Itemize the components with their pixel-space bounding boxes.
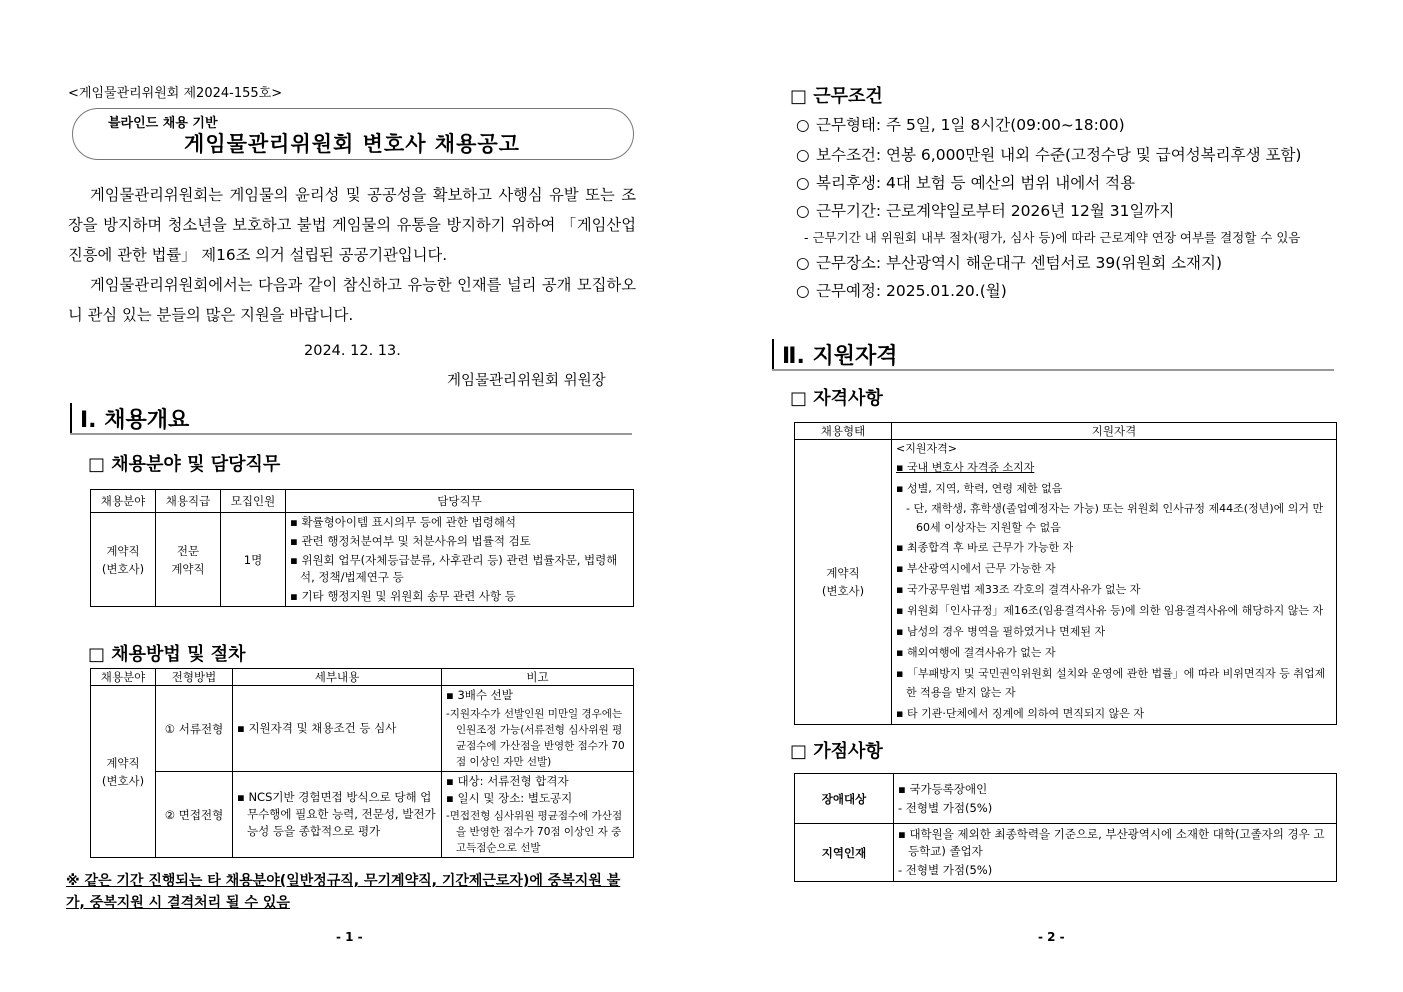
qualification-item: ▪ 위원회「인사규정」제16조(임용결격사유 등)에 의한 임용결격사유에 해당하지 않는 자	[896, 604, 1324, 617]
table-row	[795, 440, 1337, 725]
qualification-item: ▪ 최종합격 후 바로 근무가 가능한 자	[896, 541, 1074, 554]
duty-item: ▪ 기타 행정지원 및 위원회 송무 관련 사항 등	[290, 589, 516, 603]
table-header: 비고	[442, 669, 634, 686]
bonus-item: ▪ 대학원을 제외한 최종학력을 기준으로, 부산광역시에 소재한 대학(고졸자의 경우 고등학교) 졸업자	[898, 827, 1325, 858]
bonus-subitem: - 전형별 가점(5%)	[898, 863, 993, 877]
subsection-bonus-points: □ 가점사항	[790, 741, 883, 762]
note-item: ▪ 대상: 서류전형 합격자	[446, 773, 569, 788]
circle-bullet-icon: ○	[796, 202, 810, 220]
circle-bullet-icon: ○	[796, 254, 810, 272]
bonus-category-cell: 지역인재	[795, 824, 894, 882]
note-item: ▪ 3배수 선발	[446, 688, 513, 702]
table-header: 담당직무	[286, 490, 634, 513]
intro-text	[68, 180, 636, 330]
section-2-title: Ⅱ. 지원자격	[772, 339, 898, 370]
work-condition-text: 근무장소: 부산광역시 해운대구 센텀서로 39(위원회 소재지)	[816, 254, 1223, 272]
bonus-detail-cell	[894, 774, 1337, 824]
table-row	[91, 513, 634, 607]
qualification-item: ▪ 「부패방지 및 국민권익위원회 설치와 운영에 관한 법률」에 따라 비위면직자 등 취업제한 적용을 받지 않는 자	[896, 667, 1326, 699]
organization-signature: 게임물관리위원회 위원장	[447, 373, 606, 389]
note-text: ※ 같은 기간 진행되는 타 채용분야(일반정규직, 무기계약직, 기간제근로자)에 중복지원 불가, 중복지원 시 결격처리 될 수 있음	[66, 873, 621, 911]
work-condition-item	[796, 171, 1135, 193]
qualification-item: ▪ 부산광역시에서 근무 가능한 자	[896, 562, 1056, 575]
work-period-note: - 근무기간 내 위원회 내부 절차(평가, 심사 등)에 따라 근로계약 연장 여부를 결정할 수 있음	[804, 230, 1301, 245]
qualification-item: ▪ 해외여행에 결격사유가 없는 자	[896, 646, 1056, 659]
qualification-item: ▪ 국내 변호사 자격증 소지자	[896, 461, 1035, 474]
table-header: 모집인원	[221, 490, 286, 513]
section-1-title: Ⅰ. 채용개요	[70, 403, 189, 434]
duplicate-application-note	[66, 870, 636, 914]
qualifications-cell	[892, 440, 1337, 725]
work-condition-item	[796, 143, 1301, 165]
bonus-detail-cell	[894, 824, 1337, 882]
qualification-heading: <지원자격>	[896, 442, 957, 455]
page-2	[700, 0, 1403, 992]
subsection-recruitment-method: □ 채용방법 및 절차	[88, 644, 246, 665]
table-header: 지원자격	[892, 423, 1337, 440]
method-cell: ① 서류전형	[156, 686, 233, 772]
recruitment-field-table	[90, 489, 634, 607]
notes-cell	[442, 772, 634, 858]
method-cell: ② 면접전형	[156, 772, 233, 858]
work-condition-text: 근무형태: 주 5일, 1일 8시간(09:00~18:00)	[816, 116, 1125, 134]
section-2-divider	[772, 369, 1334, 371]
work-condition-text: 근무기간: 근로계약일로부터 2026년 12월 31일까지	[816, 202, 1175, 220]
table-header: 채용분야	[91, 490, 156, 513]
announcement-date: 2024. 12. 13.	[304, 343, 401, 359]
qualification-item: ▪ 국가공무원법 제33조 각호의 결격사유가 없는 자	[896, 583, 1141, 596]
page-number: - 1 -	[336, 930, 363, 944]
detail-cell: ▪ NCS기반 경험면접 방식으로 당해 업무수행에 필요한 능력, 전문성, 발전가능성 등을 종합적으로 평가	[233, 772, 442, 858]
work-condition-item	[796, 199, 1174, 221]
detail-cell: ▪ 지원자격 및 채용조건 등 심사	[233, 686, 442, 772]
work-condition-text: 보수조건: 연봉 6,000만원 내외 수준(고정수당 및 급여성복리후생 포함)	[816, 146, 1302, 164]
qualification-table	[794, 422, 1337, 725]
table-header: 채용직급	[156, 490, 221, 513]
subsection-qualifications: □ 자격사항	[790, 388, 883, 409]
table-header: 채용분야	[91, 669, 156, 686]
bonus-subitem: - 전형별 가점(5%)	[898, 800, 993, 815]
subsection-work-conditions: □ 근무조건	[790, 86, 883, 107]
page-title: 게임물관리위원회 변호사 채용공고	[184, 132, 520, 156]
work-condition-item	[796, 279, 1007, 301]
count-cell: 1명	[221, 513, 286, 607]
duties-cell	[286, 513, 634, 607]
table-header-row	[91, 490, 634, 513]
work-condition-text: 근무예정: 2025.01.20.(월)	[816, 282, 1007, 300]
notes-cell	[442, 686, 634, 772]
table-row	[91, 686, 634, 772]
recruitment-method-table	[90, 668, 634, 858]
qualification-item: ▪ 타 기관·단체에서 징계에 의하여 면직되지 않은 자	[896, 707, 1144, 720]
duty-item: ▪ 위원회 업무(자체등급분류, 사후관리 등) 관련 법률자문, 법령해석, 정책/법제연구 등	[290, 553, 618, 584]
work-condition-text: 복리후생: 4대 보험 등 예산의 범위 내에서 적용	[816, 174, 1136, 192]
duty-item: ▪ 관련 행정처분여부 및 처분사유의 법률적 검토	[290, 534, 531, 548]
section-1-divider	[70, 433, 632, 435]
note-item: ▪ 일시 및 장소: 별도공지	[446, 790, 573, 805]
work-condition-item	[796, 113, 1125, 135]
page-number: - 2 -	[1038, 930, 1065, 944]
table-header: 채용형태	[795, 423, 892, 440]
circle-bullet-icon: ○	[796, 146, 810, 164]
circle-bullet-icon: ○	[796, 282, 810, 300]
qualification-subitem: - 단, 재학생, 휴학생(졸업예정자는 가능) 또는 위원회 인사규정 제44조(정년)에 의거 만 60세 이상자는 지원할 수 없음	[906, 502, 1324, 534]
table-header: 세부내용	[233, 669, 442, 686]
note-item: -지원자수가 선발인원 미만일 경우에는 인원조정 가능(서류전형 심사위원 평균점수에 가산점을 반영한 점수가 70점 이상인 자만 선발)	[446, 708, 625, 768]
page-1	[0, 0, 700, 992]
grade-cell: 전문 계약직	[156, 513, 221, 607]
circle-bullet-icon: ○	[796, 116, 810, 134]
employment-type-cell: 계약직 (변호사)	[795, 440, 892, 725]
duty-item: ▪ 확률형아이템 표시의무 등에 관한 법령해석	[290, 515, 517, 529]
bonus-item: ▪ 국가등록장애인	[898, 781, 988, 796]
work-condition-item	[796, 251, 1222, 273]
table-row	[795, 774, 1337, 824]
field-cell: 계약직 (변호사)	[91, 686, 156, 858]
intro-paragraph-2: 게임물관리위원회에서는 다음과 같이 참신하고 유능한 인재를 널리 공개 모집하오니 관심 있는 분들의 많은 지원을 바랍니다.	[68, 276, 636, 324]
bonus-points-table	[794, 773, 1337, 882]
table-header-row	[795, 423, 1337, 440]
qualification-item: ▪ 남성의 경우 병역을 필하였거나 면제된 자	[896, 625, 1106, 638]
subtitle: 블라인드 채용 기반	[108, 116, 218, 131]
subsection-recruitment-field: □ 채용분야 및 담당직무	[88, 454, 281, 475]
bonus-category-cell: 장애대상	[795, 774, 894, 824]
intro-paragraph-1: 게임물관리위원회는 게임물의 윤리성 및 공공성을 확보하고 사행심 유발 또는 조장을 방지하며 청소년을 보호하고 불법 게임물의 유통을 방지하기 위하여 「게임산업진흥에 관한 법률」 제16조 의거 설립된 공공기관입니다.	[68, 186, 636, 264]
qualification-item: ▪ 성별, 지역, 학력, 연령 제한 없음	[896, 482, 1063, 495]
table-header-row	[91, 669, 634, 686]
table-row	[795, 824, 1337, 882]
document-number: <게임물관리위원회 제2024-155호>	[68, 86, 283, 101]
field-cell: 계약직 (변호사)	[91, 513, 156, 607]
circle-bullet-icon: ○	[796, 174, 810, 192]
note-item: -면접전형 심사위원 평균점수에 가산점을 반영한 점수가 70점 이상인 자 중 고득점순으로 선발	[446, 809, 623, 854]
table-row	[91, 772, 634, 858]
table-header: 전형방법	[156, 669, 233, 686]
